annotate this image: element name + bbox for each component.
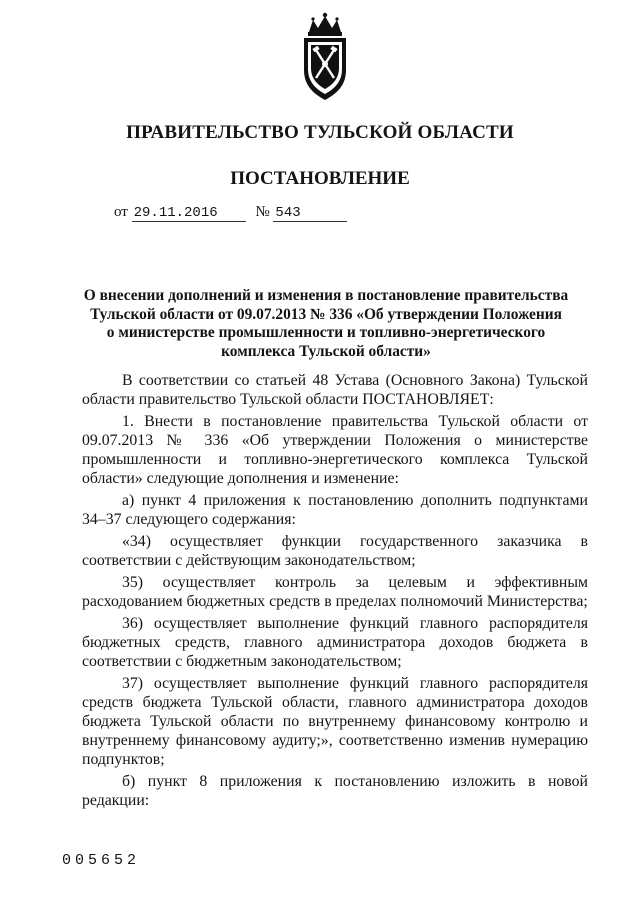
document-date: 29.11.2016: [132, 205, 246, 222]
document-type: ПОСТАНОВЛЕНИЕ: [230, 168, 410, 189]
body-paragraph: 37) осуществляет выполнение функций главного распорядителя средств бюджета Тульской области, главного администратора доходов бюджета Тульской области по внутреннему финансовому контролю и внутреннему финансовому аудиту;», соответственно изменив нумерацию подпунктов;: [82, 675, 588, 768]
coat-of-arms-icon: [296, 12, 354, 102]
serial-number: 005652: [62, 852, 141, 869]
document-body: [82, 371, 588, 813]
government-title: ПРАВИТЕЛЬСТВО ТУЛЬСКОЙ ОБЛАСТИ: [126, 122, 514, 143]
body-paragraph: 36) осуществляет выполнение функций главного распорядителя бюджетных средств, главного администратора доходов бюджета в соответствии с бюджетным законодательством;: [82, 615, 588, 670]
body-paragraph: б) пункт 8 приложения к постановлению изложить в новой редакции:: [82, 773, 588, 809]
document-meta: [114, 204, 347, 222]
body-paragraph: 1. Внести в постановление правительства Тульской области от 09.07.2013 № 336 «Об утверждении Положения о министерстве промышленности и топливно-энергетического комплекса Тульской области» следующие дополнения и изменение:: [82, 413, 588, 487]
body-paragraph: а) пункт 4 приложения к постановлению дополнить подпунктами 34–37 следующего содержания:: [82, 492, 588, 528]
subject-line: О внесении дополнений и изменения в постановление правительства: [83, 287, 569, 304]
body-paragraph: В соответствии со статьей 48 Устава (Основного Закона) Тульской области правительство Тульской области ПОСТАНОВЛЯЕТ:: [82, 372, 588, 408]
body-paragraph: 35) осуществляет контроль за целевым и эффективным расходованием бюджетных средств в пределах полномочий Министерства;: [82, 574, 588, 610]
subject-line: о министерстве промышленности и топливно-энергетического: [106, 324, 546, 341]
number-prefix: №: [255, 204, 270, 220]
subject-line: комплекса Тульской области»: [221, 342, 431, 360]
document-subject: [76, 287, 576, 361]
body-paragraph: «34) осуществляет функции государственного заказчика в соответствии с действующим законодательством;: [82, 533, 588, 569]
document-number: 543: [273, 205, 347, 222]
date-prefix: от: [114, 204, 128, 220]
subject-line: Тульской области от 09.07.2013 № 336 «Об утверждении Положения: [90, 305, 562, 323]
